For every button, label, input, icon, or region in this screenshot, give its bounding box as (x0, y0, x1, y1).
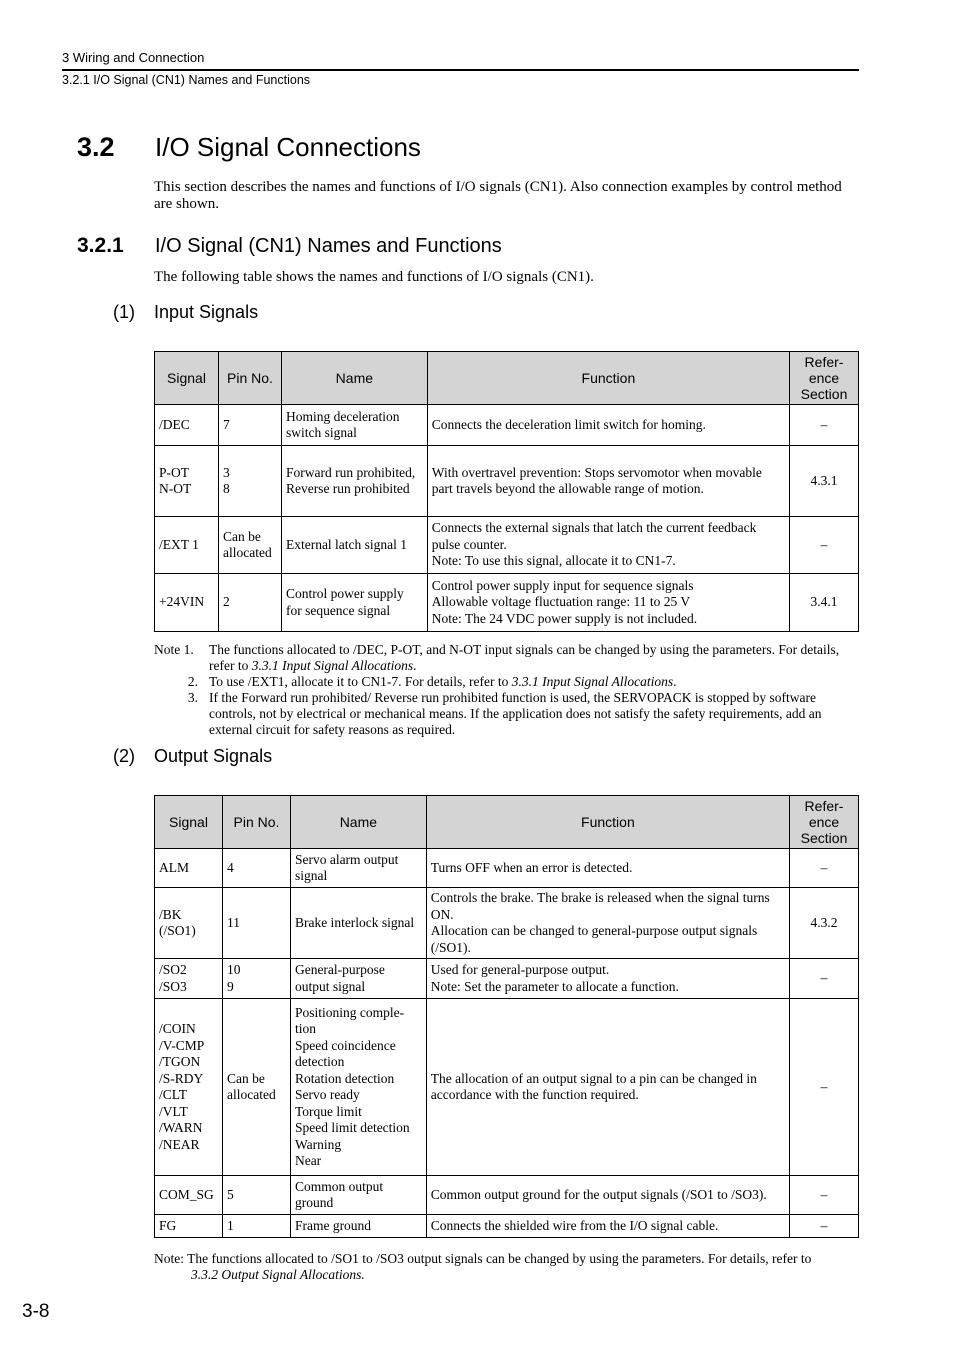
cell-name: General-purpose output signal (290, 959, 426, 999)
cell-name: Homing deceleration switch signal (281, 405, 427, 446)
subsection-intro: The following table shows the names and functions of I/O signals (CN1). (154, 269, 594, 285)
table-header-row (155, 352, 859, 405)
cell-function: Used for general-purpose output. Note: Set the parameter to allocate a function. (426, 959, 789, 999)
cell-reference-section: – (790, 959, 859, 999)
cell-name: Forward run prohibited, Reverse run prohibited (281, 446, 427, 517)
column-header-function: Function (426, 796, 789, 849)
table-row (155, 574, 859, 632)
cell-signal: COM_SG (155, 1176, 223, 1215)
note-2: 2. To use /EXT1, allocate it to CN1-7. For details, refer to 3.3.1 Input Signal Allocations. (154, 674, 859, 690)
note-2-reference: 3.3.1 Input Signal Allocations (511, 674, 674, 689)
note-2-label: 2. (187, 674, 198, 689)
column-header-pin-no: Pin No. (222, 796, 290, 849)
cell-name: Servo alarm output signal (290, 849, 426, 888)
table-row (155, 1176, 859, 1215)
cell-name: Positioning comple- tion Speed coincidence detection Rotation detection Servo ready Torque limit Speed limit detection Warning Near (290, 999, 426, 1176)
output-heading-number: (2) (113, 746, 135, 766)
note-3-text: If the Forward run prohibited/ Reverse run prohibited function is used, the SERVOPACK is stopped by software controls, not by electrical or mechanical means. If the application does not satisfy the safety requirements, add an external circuit for safety reasons as required. (209, 690, 822, 737)
cell-pin-no: 2 (218, 574, 281, 632)
section-title: I/O Signal Connections (155, 132, 421, 162)
input-notes (154, 642, 859, 738)
section-heading (77, 132, 421, 168)
cell-pin-no: 1 (222, 1215, 290, 1238)
section-number: 3.2 (77, 132, 115, 162)
cell-function: Common output ground for the output signals (/SO1 to /SO3). (426, 1176, 789, 1215)
note-2-text: To use /EXT1, allocate it to CN1-7. For details, refer to (209, 674, 512, 689)
cell-name: Common output ground (290, 1176, 426, 1215)
output-note-reference: 3.3.2 Output Signal Allocations. (191, 1267, 365, 1282)
cell-signal: /SO2 /SO3 (155, 959, 223, 999)
output-note (154, 1251, 859, 1283)
table-row (155, 446, 859, 517)
cell-pin-no: 10 9 (222, 959, 290, 999)
note-3-label: 3. (187, 690, 198, 705)
section-intro: This section describes the names and functions of I/O signals (CN1). Also connection examples by control method are shown. (154, 179, 842, 212)
output-heading-text: Output Signals (154, 746, 273, 766)
cell-function: The allocation of an output signal to a pin can be changed in accordance with the function required. (426, 999, 789, 1176)
cell-pin-no: 3 8 (218, 446, 281, 517)
cell-function: Control power supply input for sequence signals Allowable voltage fluctuation range: 11 to 25 V Note: The 24 VDC power supply is not included. (427, 574, 789, 632)
cell-signal: ALM (155, 849, 223, 888)
cell-function: Connects the shielded wire from the I/O signal cable. (426, 1215, 789, 1238)
column-header-signal: Signal (155, 352, 219, 405)
input-signals-table (154, 351, 859, 632)
column-header-signal: Signal (155, 796, 223, 849)
input-heading-number: (1) (113, 302, 135, 322)
column-header-function: Function (427, 352, 789, 405)
table-row (155, 959, 859, 999)
table-header-row (155, 796, 859, 849)
cell-function: Controls the brake. The brake is released when the signal turns ON. Allocation can be changed to general-purpose output signals (/SO1). (426, 888, 789, 959)
cell-reference-section: 4.3.1 (790, 446, 859, 517)
note-1-reference: 3.3.1 Input Signal Allocations (251, 658, 414, 673)
cell-reference-section: – (790, 517, 859, 574)
cell-signal: /BK (/SO1) (155, 888, 223, 959)
table-row (155, 517, 859, 574)
cell-name: Control power supply for sequence signal (281, 574, 427, 632)
subsection-title: I/O Signal (CN1) Names and Functions (155, 235, 502, 257)
column-header-pin-no: Pin No. (218, 352, 281, 405)
table-row (155, 999, 859, 1176)
cell-pin-no: Can be allocated (222, 999, 290, 1176)
table-row (155, 849, 859, 888)
cell-reference-section: – (790, 1176, 859, 1215)
cell-signal: /EXT 1 (155, 517, 219, 574)
cell-signal: +24VIN (155, 574, 219, 632)
cell-function: With overtravel prevention: Stops servomotor when movable part travels beyond the allowable range of motion. (427, 446, 789, 517)
cell-pin-no: 7 (218, 405, 281, 446)
cell-reference-section: 3.4.1 (790, 574, 859, 632)
column-header-name: Name (290, 796, 426, 849)
cell-reference-section: – (790, 1215, 859, 1238)
cell-name: External latch signal 1 (281, 517, 427, 574)
subsection-heading (77, 234, 502, 258)
cell-signal: FG (155, 1215, 223, 1238)
column-header-reference-section: Refer- ence Section (790, 796, 859, 849)
cell-pin-no: 5 (222, 1176, 290, 1215)
cell-pin-no: 4 (222, 849, 290, 888)
cell-pin-no: Can be allocated (218, 517, 281, 574)
running-header-chapter: 3 Wiring and Connection (62, 50, 205, 65)
cell-reference-section: – (790, 849, 859, 888)
cell-signal: /COIN /V-CMP /TGON /S-RDY /CLT /VLT /WARN /NEAR (155, 999, 223, 1176)
input-signals-heading (113, 302, 258, 323)
cell-signal: /DEC (155, 405, 219, 446)
table-row (155, 888, 859, 959)
page-number: 3-8 (22, 1301, 50, 1322)
cell-function: Connects the external signals that latch the current feedback pulse counter. Note: To use this signal, allocate it to CN1-7. (427, 517, 789, 574)
running-header-section: 3.2.1 I/O Signal (CN1) Names and Functions (62, 73, 311, 87)
output-note-text: Note: The functions allocated to /SO1 to /SO3 output signals can be changed by using the parameters. For details, refer to (154, 1251, 812, 1266)
output-signals-heading (113, 746, 272, 767)
cell-reference-section: – (790, 405, 859, 446)
cell-reference-section: 4.3.2 (790, 888, 859, 959)
cell-reference-section: – (790, 999, 859, 1176)
note-1-label: Note 1. (154, 642, 194, 657)
subsection-number: 3.2.1 (77, 234, 124, 257)
cell-name: Frame ground (290, 1215, 426, 1238)
table-row (155, 1215, 859, 1238)
header-rule (62, 69, 859, 71)
note-1: Note 1. The functions allocated to /DEC, P-OT, and N-OT input signals can be changed by using the parameters. For details, refer to 3.3.1 Input Signal Allocations. (154, 642, 840, 673)
cell-function: Turns OFF when an error is detected. (426, 849, 789, 888)
column-header-name: Name (281, 352, 427, 405)
input-heading-text: Input Signals (154, 302, 259, 322)
cell-pin-no: 11 (222, 888, 290, 959)
column-header-reference-section: Refer- ence Section (790, 352, 859, 405)
table-row (155, 405, 859, 446)
note-3 (154, 690, 859, 738)
note-1-text: The functions allocated to /DEC, P-OT, and N-OT input signals can be changed by using the parameters. For details, refer to (209, 642, 840, 673)
cell-signal: P-OT N-OT (155, 446, 219, 517)
cell-name: Brake interlock signal (290, 888, 426, 959)
cell-function: Connects the deceleration limit switch for homing. (427, 405, 789, 446)
output-signals-table (154, 795, 859, 1238)
